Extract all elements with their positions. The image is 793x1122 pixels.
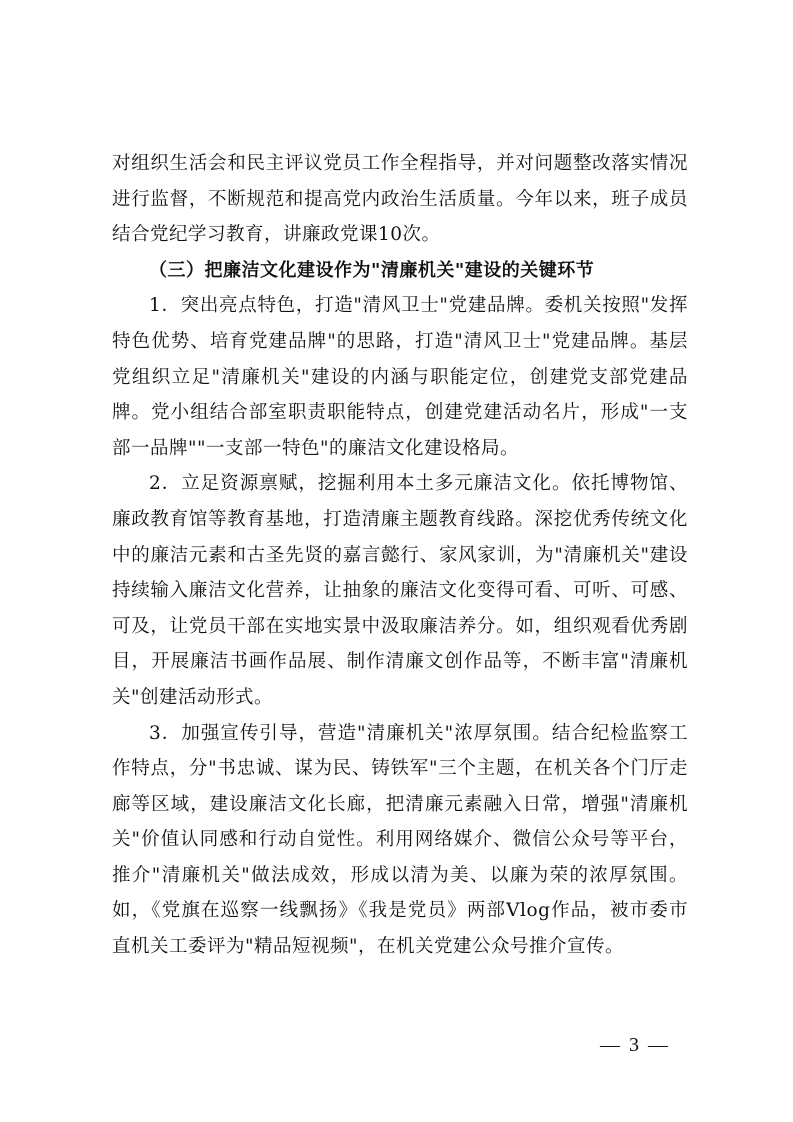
section-heading: （三）把廉洁文化建设作为"清廉机关"建设的关键环节: [149, 259, 595, 281]
document-body: [112, 146, 688, 965]
body-paragraph-1: 1．突出亮点特色，打造"清风卫士"党建品牌。委机关按照"发挥特色优势、培育党建品牌"的思路，打造"清风卫士"党建品牌。基层党组织立足"清廉机关"建设的内涵与职能定位，创建党支部党建品牌。党小组结合部室职责职能特点，创建党建活动名片，形成"一支部一品牌""一支部一特色"的廉洁文化建设格局。: [112, 295, 688, 459]
continuation-paragraph: 对组织生活会和民主评议党员工作全程指导，并对问题整改落实情况进行监督，不断规范和提高党内政治生活质量。今年以来，班子成员结合党纪学习教育，讲廉政党课10次。: [112, 153, 688, 246]
body-paragraph-2: 2．立足资源禀赋，挖掘利用本土多元廉洁文化。依托博物馆、廉政教育馆等教育基地，打造清廉主题教育线路。深挖优秀传统文化中的廉洁元素和古圣先贤的嘉言懿行、家风家训，为"清廉机关"建设持续输入廉洁文化营养，让抽象的廉洁文化变得可看、可听、可感、可及，让党员干部在实地实景中汲取廉洁养分。如，组织观看优秀剧目，开展廉洁书画作品展、制作清廉文创作品等，不断丰富"清廉机关"创建活动形式。: [112, 473, 688, 708]
page-number: — 3 —: [600, 1034, 670, 1056]
body-paragraph-3: 3．加强宣传引导，营造"清廉机关"浓厚氛围。结合纪检监察工作特点，分"书忠诚、谋为民、铸铁军"三个主题，在机关各个门厅走廊等区域，建设廉洁文化长廊，把清廉元素融入日常，增强"清廉机关"价值认同感和行动自觉性。利用网络媒介、微信公众号等平台，推介"清廉机关"做法成效，形成以清为美、以廉为荣的浓厚氛围。如，《党旗在巡察一线飘扬》《我是党员》两部Vlog作品，被市委市直机关工委评为"精品短视频"，在机关党建公众号推介宣传。: [112, 722, 688, 958]
